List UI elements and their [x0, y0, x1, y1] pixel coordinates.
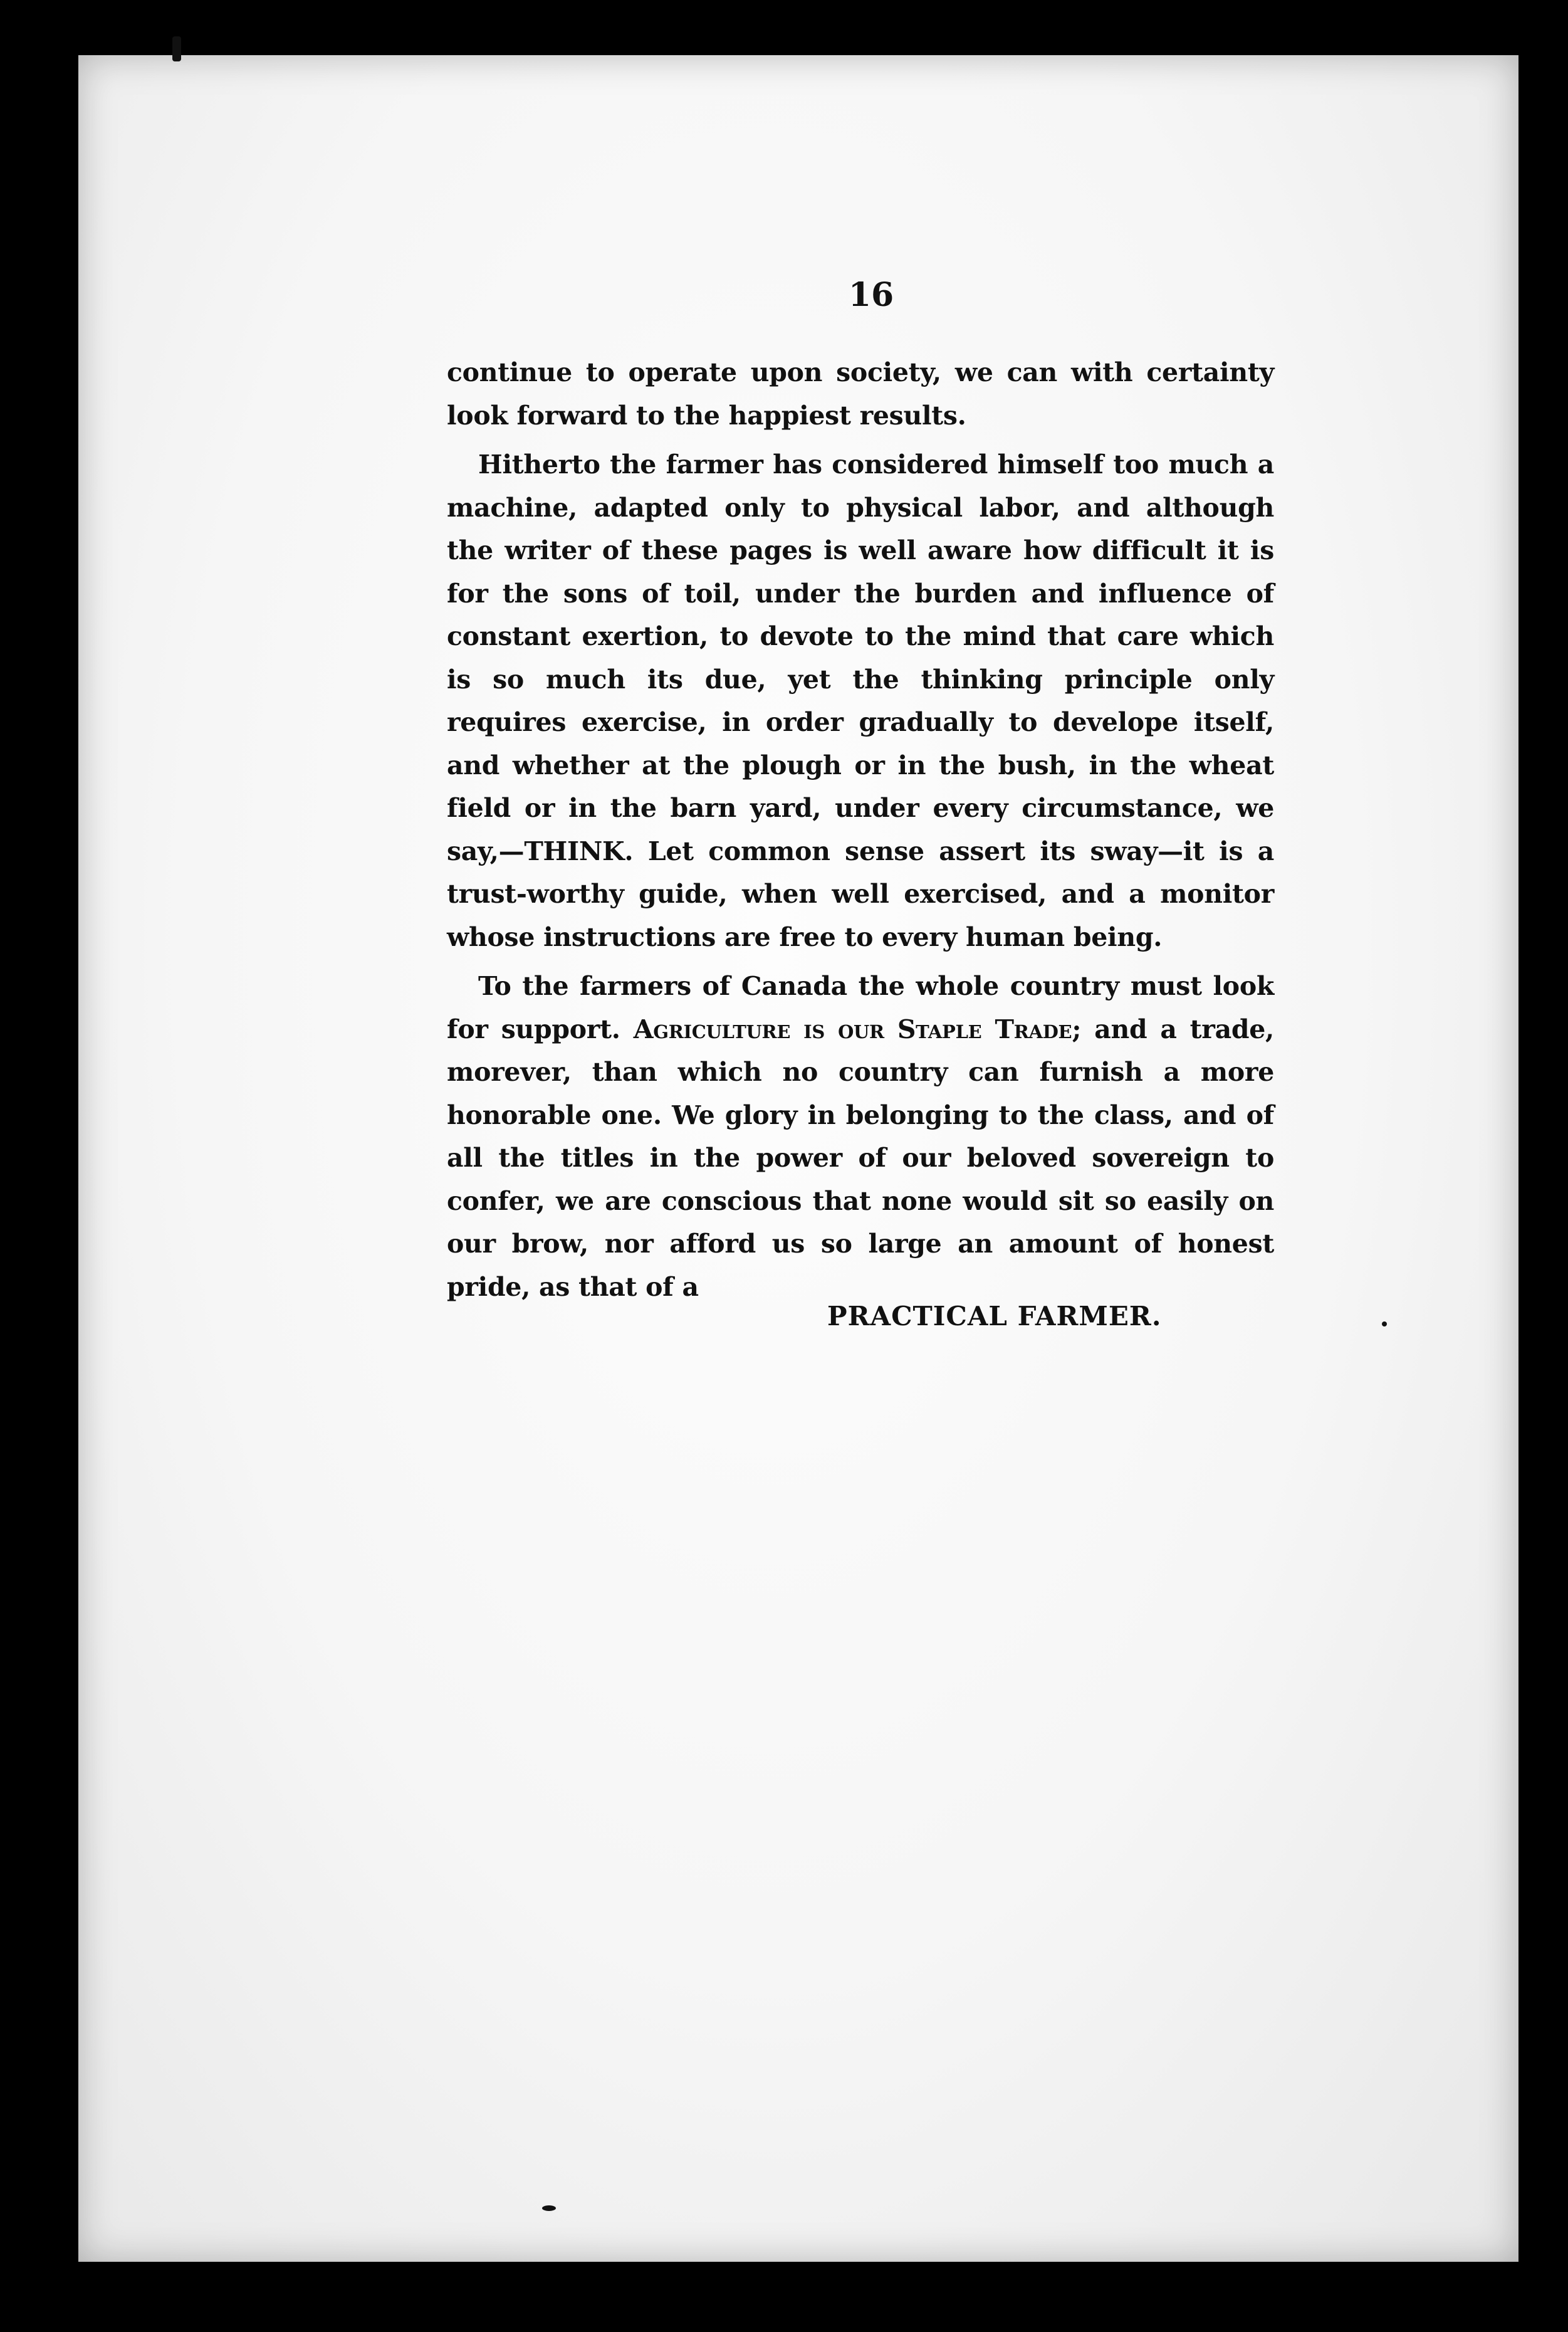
ink-speck [1382, 1321, 1387, 1326]
body-text [447, 351, 1274, 1308]
ink-speck [172, 36, 181, 61]
small-caps-text: Agriculture is our Staple Trade [633, 1014, 1072, 1044]
page-number: 16 [848, 276, 894, 314]
ink-speck [542, 2205, 556, 2211]
small-caps-text: THINK [524, 836, 625, 866]
paragraph [447, 965, 1274, 1308]
paragraph [447, 443, 1274, 959]
paragraph [447, 351, 1274, 437]
signature: PRACTICAL FARMER. [827, 1301, 1162, 1331]
paragraph-text: ; and a trade, morever, than which no country can furnish a more honorable one. We glory in belonging to the class, and of all the titles in the power of our beloved sovereign to confer, we are conscious that none would sit so easily on our brow, nor afford us so large an amount of honest pride, as that of a [447, 1014, 1274, 1302]
paragraph-text: Hitherto the farmer has considered himself too much a machine, adapted only to physical labor, and although the writer of these pages is well aware how difficult it is for the sons of toil, under the burden and influence of constant exertion, to devote to the mind that care which is so much its due, yet the thinking principle only requires exercise, in order gradually to develope itself, and whether at the plough or in the bush, in the wheat field or in the barn yard, under every circumstance, we say,— [447, 449, 1274, 866]
paragraph-text: . Let common sense assert its sway—it is a trust-worthy guide, when well exercised, and a monitor whose instructions are free to every human being. [447, 836, 1274, 952]
paragraph-text: To the farmers of Canada the whole country must look for support. [447, 971, 1274, 1044]
paragraph-text: continue to operate upon society, we can with certainty look forward to the happiest results. [447, 357, 1274, 431]
